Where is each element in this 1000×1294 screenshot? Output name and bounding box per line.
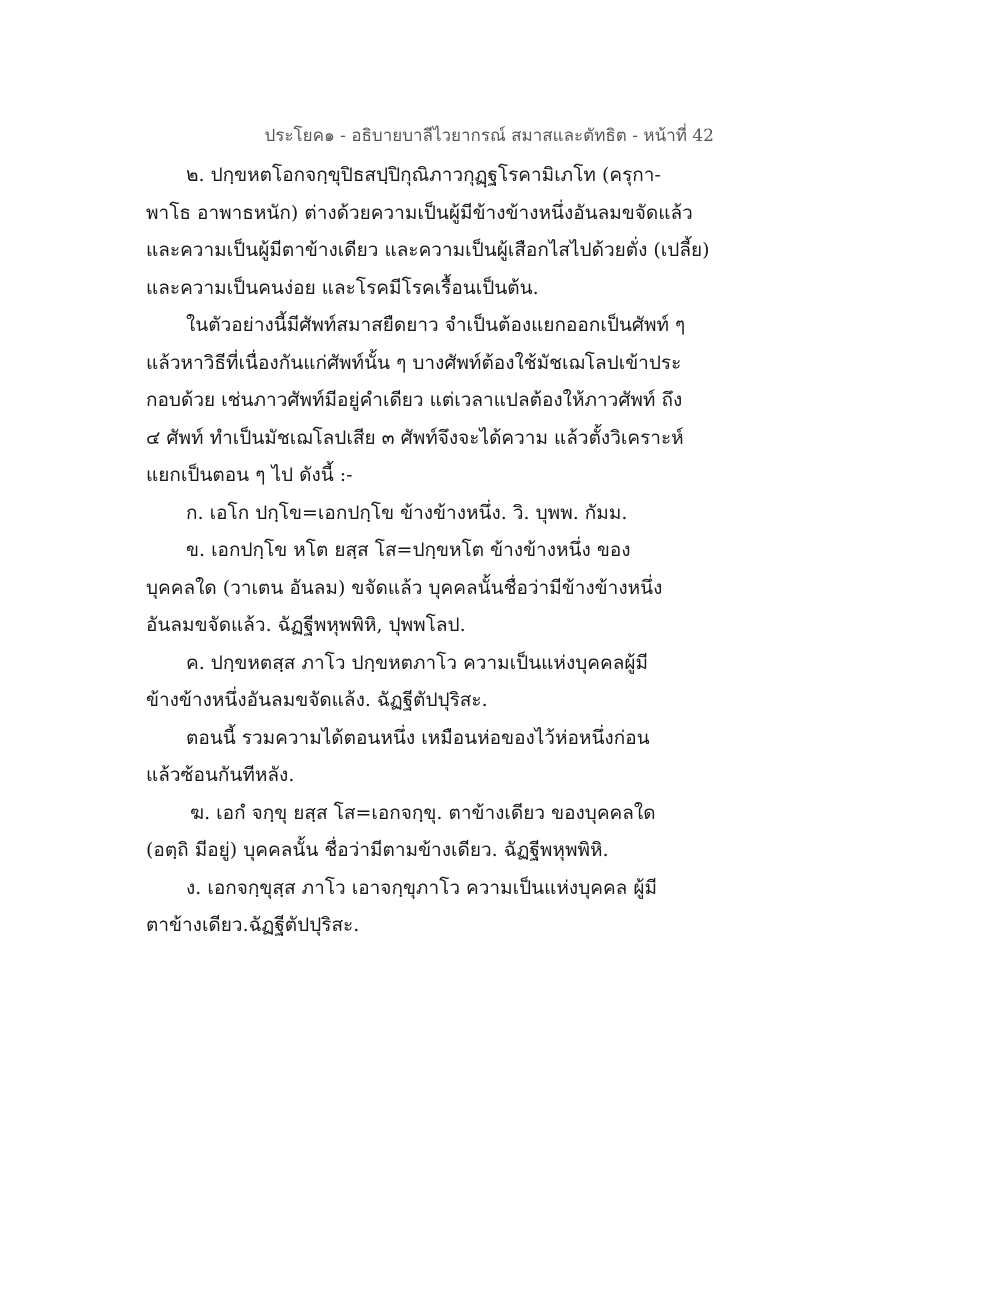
paragraph-line: ในตัวอย่างนี้มีศัพท์สมาสยืดยาว จำเป็นต้องแยกออกเป็นศัพท์ ๆ <box>186 314 686 336</box>
running-header: ประโยค๑ - อธิบายบาลีไวยากรณ์ สมาสและตัทธิต - หน้าที่ 42 <box>264 126 714 146</box>
paragraph-line: แล้วซ้อนกันทีหลัง. <box>146 764 295 786</box>
paragraph-line: ตาข้างเดียว.ฉัฏฐีตัปปุริสะ. <box>146 914 360 936</box>
paragraph-line: แล้วหาวิธีที่เนื่องกันแก่ศัพท์นั้น ๆ บางศัพท์ต้องใช้มัชเฌโลปเข้าประ <box>146 351 682 374</box>
paragraph-line: และความเป็นคนง่อย และโรคมีโรคเรื้อนเป็นต้น. <box>146 276 539 299</box>
paragraph-line: (อตฺถิ มีอยู่) บุคคลนั้น ชื่อว่ามีตามข้างเดียว. ฉัฏฐีพหุพพิหิ. <box>146 839 609 861</box>
paragraph-line: ตอนนี้ รวมความได้ตอนหนึ่ง เหมือนห่อของไว้ห่อหนึ่งก่อน <box>186 726 650 749</box>
paragraph-line: ๔ ศัพท์ ทำเป็นมัชเฌโลปเสีย ๓ ศัพท์จึงจะได้ความ แล้วตั้งวิเคราะห์ <box>146 426 684 449</box>
body-text <box>146 157 710 945</box>
paragraph-line: ค. ปกฺขหตสฺส ภาโว ปกฺขหตภาโว ความเป็นแห่งบุคคลผู้มี <box>186 651 649 674</box>
paragraph-line: กอบด้วย เช่นภาวศัพท์มีอยู่คำเดียว แต่เวลาแปลต้องให้ภาวศัพท์ ถึง <box>146 389 683 411</box>
paragraph-line: ฆ. เอกํ จกฺขุ ยสฺส โส=เอกจกฺขุ. ตาข้างเดียว ของบุคคลใด <box>190 801 656 824</box>
paragraph-line: ง. เอกจกฺขุสฺส ภาโว เอาจกฺขุภาโว ความเป็นแห่งบุคคล ผู้มี <box>186 876 658 899</box>
paragraph-line: และความเป็นผู้มีตาข้างเดียว และความเป็นผู้เสือกไสไปด้วยตั่ง (เปลี้ย) <box>146 239 710 261</box>
paragraph-line: ข. เอกปกฺโข หโต ยสฺส โส=ปกฺขหโต ข้างข้างหนึ่ง ของ <box>186 539 631 561</box>
paragraph-line: ข้างข้างหนึ่งอันลมขจัดแล้ง. ฉัฏฐีตัปปุริสะ. <box>146 689 488 711</box>
paragraph-line: พาโธ อาพาธหนัก) ต่างด้วยความเป็นผู้มีข้างข้างหนึ่งอันลมขจัดแล้ว <box>146 201 693 224</box>
paragraph-line: แยกเป็นตอน ๆ ไป ดังนี้ :- <box>146 464 353 486</box>
paragraph-line: ๒. ปกฺขหตโอกจกฺขุปิธสปฺปิกุณิภาวกุฏฺฐโรคามิเภโท (ครุกา- <box>186 164 661 186</box>
paragraph-line: อันลมขจัดแล้ว. ฉัฏฐีพหุพพิหิ, ปุพพโลป. <box>146 614 466 636</box>
paragraph-line: บุคคลใด (วาเตน อันลม) ขจัดแล้ว บุคคลนั้นชื่อว่ามีข้างข้างหนึ่ง <box>146 576 663 599</box>
paragraph-line: ก. เอโก ปกฺโข=เอกปกฺโข ข้างข้างหนึ่ง. วิ. บุพพ. กัมม. <box>186 501 628 524</box>
